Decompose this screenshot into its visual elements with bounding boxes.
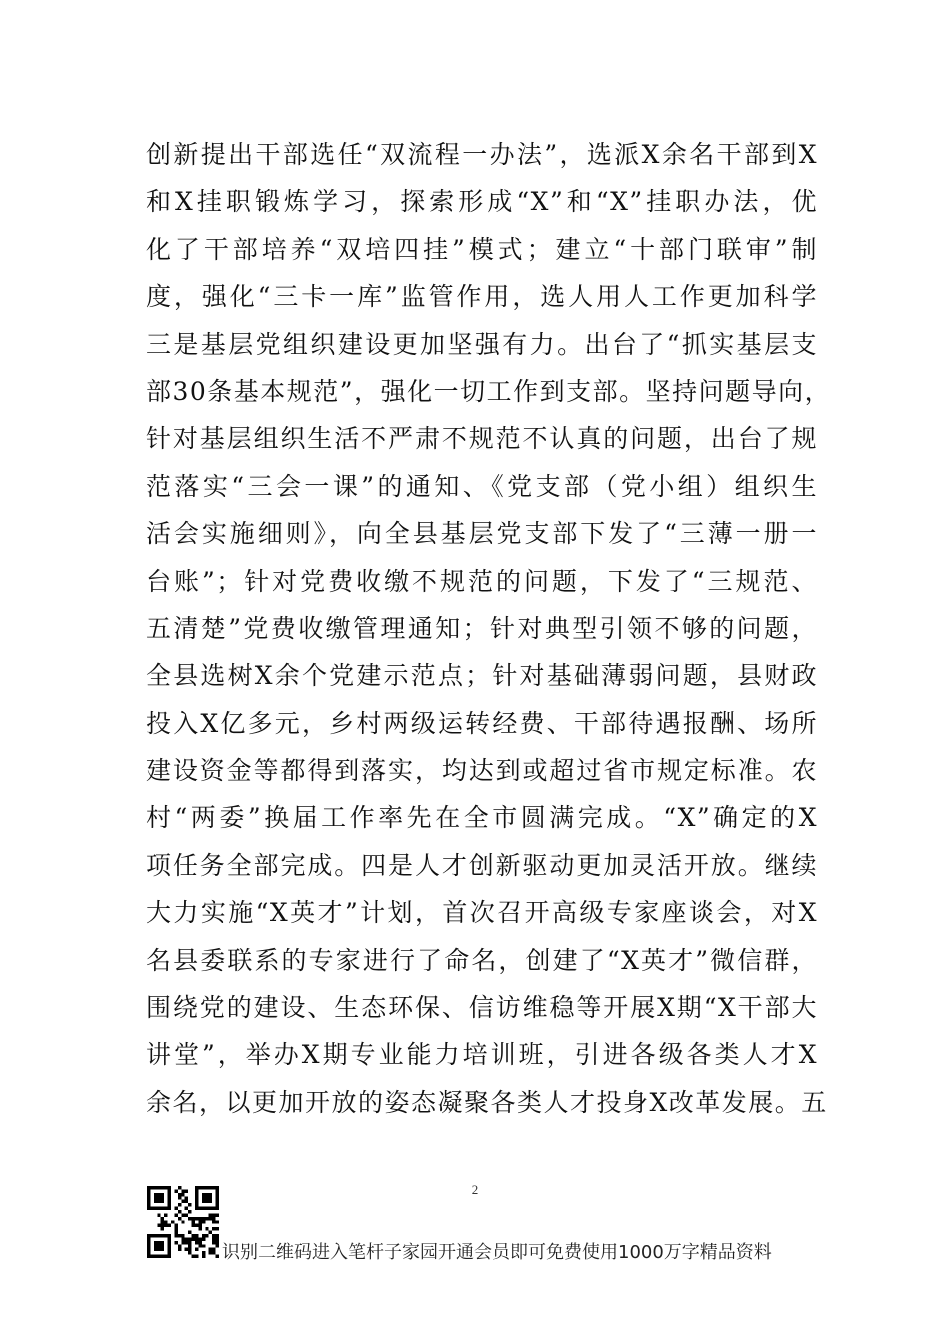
page-number: 2 (471, 1182, 479, 1197)
text-line: 五清楚”党费收缴管理通知；针对典型引领不够的问题， (146, 613, 818, 643)
text-line: 和X挂职锻炼学习，探索形成“X”和“X”挂职办法，优 (146, 187, 818, 217)
text-line: 全县选树X余个党建示范点；针对基础薄弱问题，县财政 (146, 661, 818, 691)
footer-promo-text: 识别二维码进入笔杆子家园开通会员即可免费使用1000万字精品资料 (222, 1242, 772, 1263)
text-line: 讲堂”，举办X期专业能力培训班，引进各级各类人才X (146, 1040, 818, 1070)
body-text (146, 131, 832, 1126)
text-line: 村“两委”换届工作率先在全市圆满完成。“X”确定的X (146, 803, 818, 833)
text-line: 度，强化“三卡一库”监管作用，选人用人工作更加科学 (146, 282, 818, 312)
text-line: 化了干部培养“双培四挂”模式；建立“十部门联审”制 (146, 234, 818, 264)
text-line: 台账”；针对党费收缴不规范的问题，下发了“三规范、 (146, 566, 818, 596)
qr-code-icon[interactable] (147, 1186, 219, 1258)
text-line: 三是基层党组织建设更加坚强有力。出台了“抓实基层支 (146, 329, 818, 359)
text-line: 建设资金等都得到落实，均达到或超过省市规定标准。农 (146, 756, 818, 786)
text-line: 范落实“三会一课”的通知、《党支部（党小组）组织生 (146, 471, 818, 501)
text-line: 活会实施细则》，向全县基层党支部下发了“三薄一册一 (146, 519, 818, 549)
text-line: 投入X亿多元，乡村两级运转经费、干部待遇报酬、场所 (146, 708, 818, 738)
text-line: 大力实施“X英才”计划，首次召开高级专家座谈会，对X (146, 898, 818, 928)
text-line: 项任务全部完成。四是人才创新驱动更加灵活开放。继续 (146, 850, 818, 880)
text-line: 围绕党的建设、生态环保、信访维稳等开展X期“X干部大 (146, 993, 818, 1023)
text-line: 余名，以更加开放的姿态凝聚各类人才投身X改革发展。五 (146, 1087, 828, 1117)
text-line: 名县委联系的专家进行了命名，创建了“X英才”微信群， (146, 945, 818, 975)
text-line: 部30条基本规范”，强化一切工作到支部。坚持问题导向， (146, 376, 832, 406)
text-line: 针对基层组织生活不严肃不规范不认真的问题，出台了规 (146, 424, 818, 454)
text-line: 创新提出干部选任“双流程一办法”，选派X余名干部到X (146, 140, 818, 169)
